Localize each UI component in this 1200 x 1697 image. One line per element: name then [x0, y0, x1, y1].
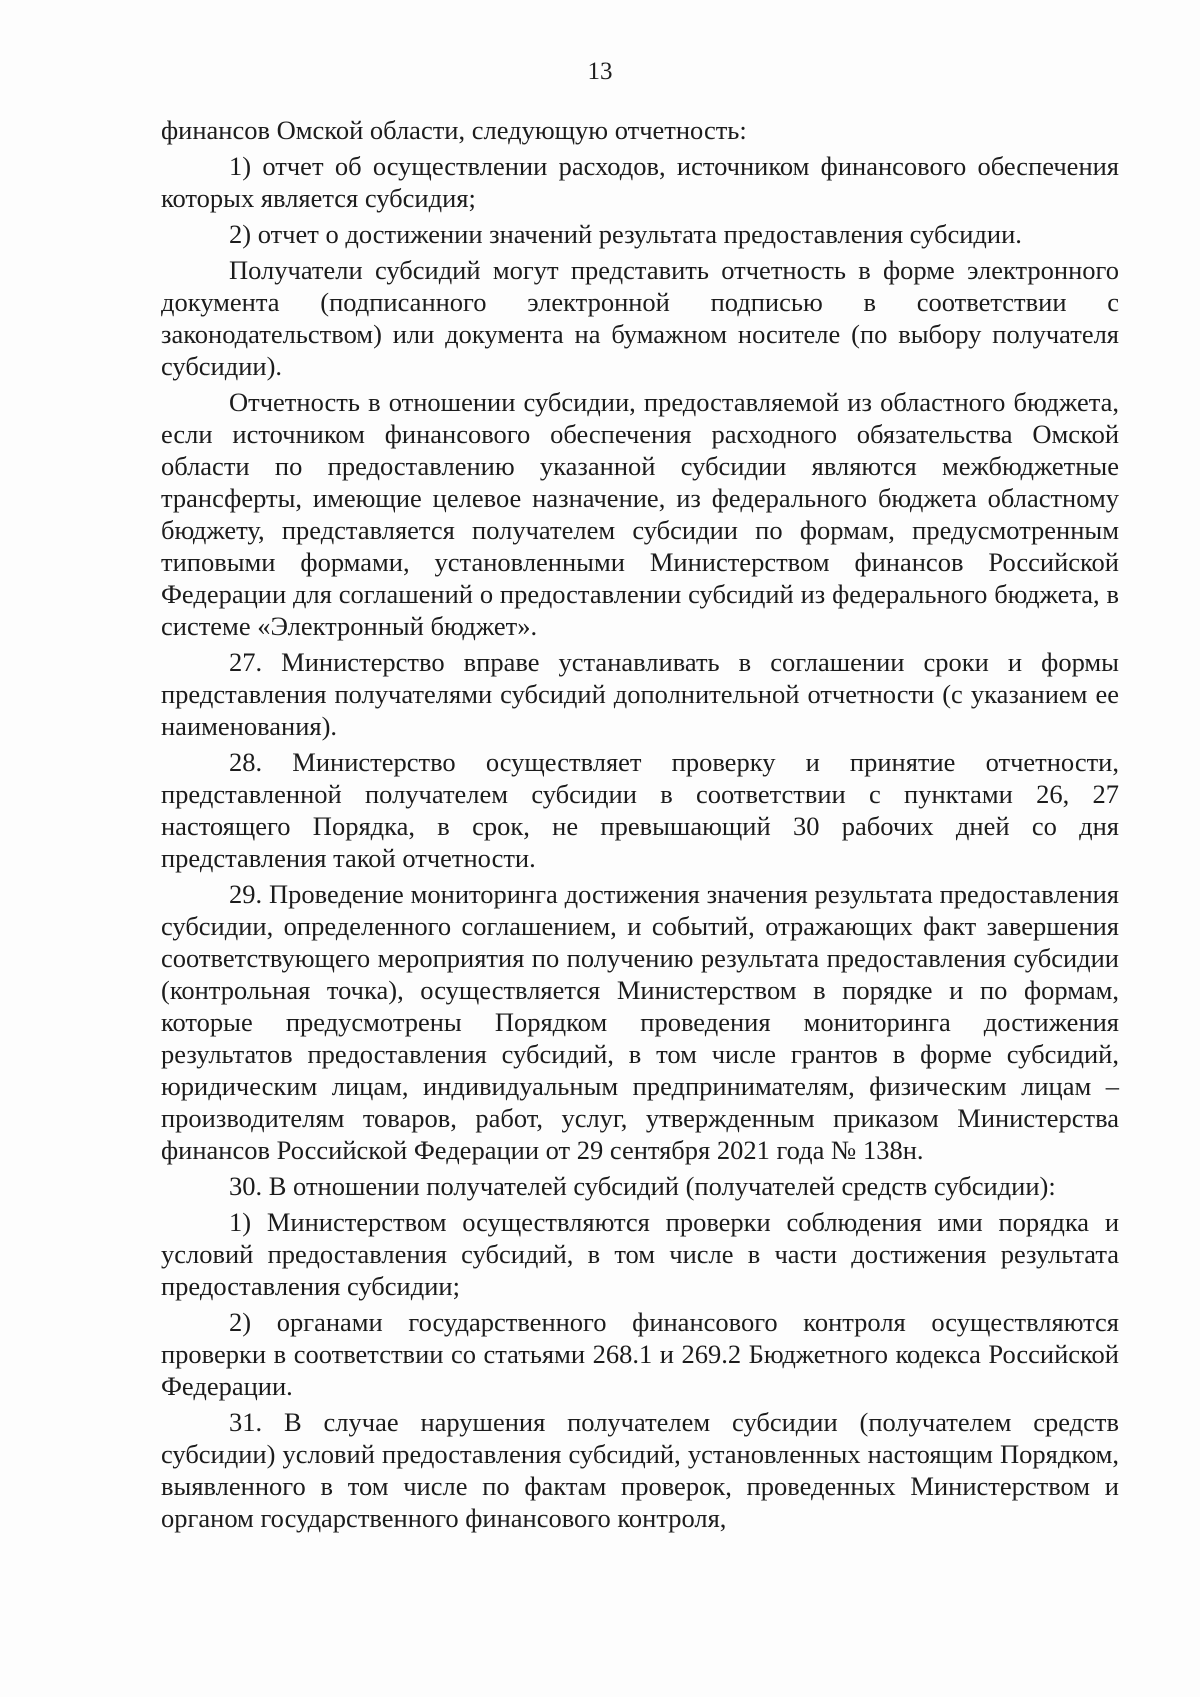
page-number: 13: [587, 58, 613, 85]
paragraph-clause-27: 27. Министерство вправе устанавливать в соглашении сроки и формы представления получателями субсидий дополнительной отчетности (с указанием ее наименования).: [161, 647, 1119, 741]
paragraph-clause-28: 28. Министерство осуществляет проверку и принятие отчетности, представленной получателем субсидии в соответствии с пунктами 26, 27 настоящего Порядка, в срок, не превышающий 30 рабочих дней со дня представления такой отчетности.: [161, 747, 1119, 873]
paragraph-report-expenses: 1) отчет об осуществлении расходов, источником финансового обеспечения которых является субсидия;: [161, 151, 1119, 213]
paragraph-clause-30-item-2: 2) органами государственного финансового контроля осуществляются проверки в соответствии со статьями 268.1 и 269.2 Бюджетного кодекса Российской Федерации.: [161, 1307, 1119, 1401]
paragraph-federal-forms: Отчетность в отношении субсидии, предоставляемой из областного бюджета, если источником финансового обеспечения расходного обязательства Омской области по предоставлению указанной субсидии являются межбюджетные трансферты, имеющие целевое назначение, из федерального бюджета областному бюджету, представляется получателем субсидии по формам, предусмотренным типовыми формами, установленными Министерством финансов Российской Федерации для соглашений о предоставлении субсидий из федерального бюджета, в системе «Электронный бюджет».: [161, 387, 1119, 641]
paragraph-continuation: финансов Омской области, следующую отчетность:: [161, 115, 747, 145]
paragraph-clause-29: 29. Проведение мониторинга достижения значения результата предоставления субсидии, определенного соглашением, и событий, отражающих факт завершения соответствующего мероприятия по получению результата предоставления субсидии (контрольная точка), осуществляется Министерством в порядке и по формам, которые предусмотрены Порядком проведения мониторинга достижения результатов предоставления субсидий, в том числе грантов в форме субсидий, юридическим лицам, индивидуальным предпринимателям, физическим лицам – производителям товаров, работ, услуг, утвержденным приказом Министерства финансов Российской Федерации от 29 сентября 2021 года № 138н.: [161, 879, 1119, 1165]
paragraph-report-results: 2) отчет о достижении значений результата предоставления субсидии.: [229, 219, 1022, 249]
document-body: [161, 114, 1119, 1538]
paragraph-clause-31: 31. В случае нарушения получателем субсидии (получателем средств субсидии) условий предоставления субсидий, установленных настоящим Порядком, выявленного в том числе по фактам проверок, проведенных Министерством и органом государственного финансового контроля,: [161, 1407, 1119, 1533]
paragraph-clause-30-item-1: 1) Министерством осуществляются проверки соблюдения ими порядка и условий предоставления субсидий, в том числе в части достижения результата предоставления субсидии;: [161, 1207, 1119, 1301]
paragraph-clause-30: 30. В отношении получателей субсидий (получателей средств субсидии):: [229, 1171, 1056, 1201]
paragraph-electronic-submission: Получатели субсидий могут представить отчетность в форме электронного документа (подписанного электронной подписью в соответствии с законодательством) или документа на бумажном носителе (по выбору получателя субсидии).: [161, 255, 1119, 381]
